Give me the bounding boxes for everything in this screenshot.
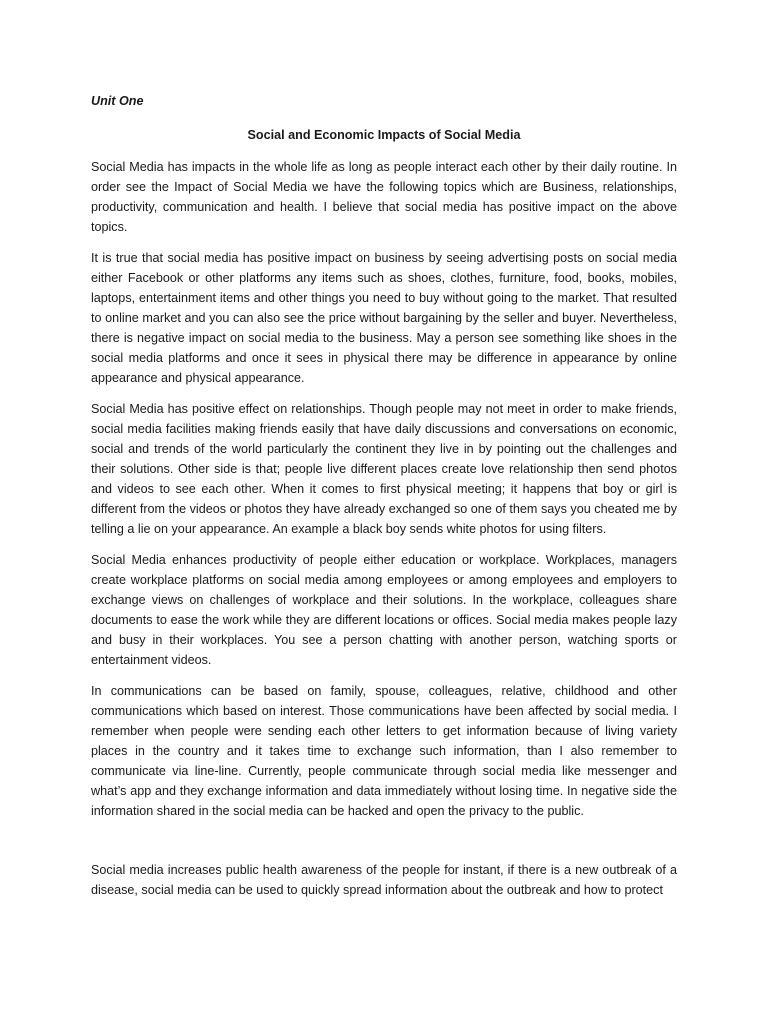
document-body — [91, 91, 677, 911]
paragraph-introduction: Social Media has impacts in the whole life as long as people interact each other by their daily routine. In order see the Impact of Social Media we have the following topics which are Business, relationships, productivity, communication and health. I believe that social media has positive impact on the above topics. — [91, 160, 677, 234]
document-title: Social and Economic Impacts of Social Media — [247, 128, 521, 142]
paragraph-communications: In communications can be based on family, spouse, colleagues, relative, childhood and other communications which based on interest. Those communications have been affected by social media. I remember when people were sending each other letters to get information because of living variety places in the country and it takes time to exchange such information, than I also remember to communicate via line-line. Currently, people communicate through social media like messenger and what’s app and they exchange information and data immediately without losing time. In negative side the information shared in the social media can be hacked and open the privacy to the public. — [91, 684, 677, 818]
paragraph-business: It is true that social media has positive impact on business by seeing advertising posts on social media either Facebook or other platforms any items such as shoes, clothes, furniture, food, books, mobiles, laptops, entertainment items and other things you need to buy without going to the market. That resulted to online market and you can also see the price without bargaining by the seller and buyer. Nevertheless, there is negative impact on social media to the business. May a person see something like shoes in the social media platforms and once it sees in physical there may be difference in appearance by online appearance and physical appearance. — [91, 251, 677, 385]
paragraph-health: Social media increases public health awareness of the people for instant, if there is a new outbreak of a disease, social media can be used to quickly spread information about the outbreak and how to protect — [91, 863, 677, 897]
paragraph-relationships: Social Media has positive effect on relationships. Though people may not meet in order to make friends, social media facilities making friends easily that have daily discussions and conversations on economic, social and trends of the world particularly the continent they live in by pointing out the challenges and their solutions. Other side is that; people live different places create love relationship then send photos and videos to see each other. When it comes to first physical meeting; it happens that boy or girl is different from the videos or photos they have already exchanged so one of them says you cheated me by telling a lie on your appearance. An example a black boy sends white photos for using filters. — [91, 402, 677, 536]
unit-heading: Unit One — [91, 94, 144, 108]
paragraph-productivity: Social Media enhances productivity of people either education or workplace. Workplaces, managers create workplace platforms on social media among employees or among employees and employers to exchange views on challenges of workplace and their solutions. In the workplace, colleagues share documents to ease the work while they are different locations or offices. Social media makes people lazy and busy in their workplaces. You see a person chatting with another person, watching sports or entertainment videos. — [91, 553, 677, 667]
